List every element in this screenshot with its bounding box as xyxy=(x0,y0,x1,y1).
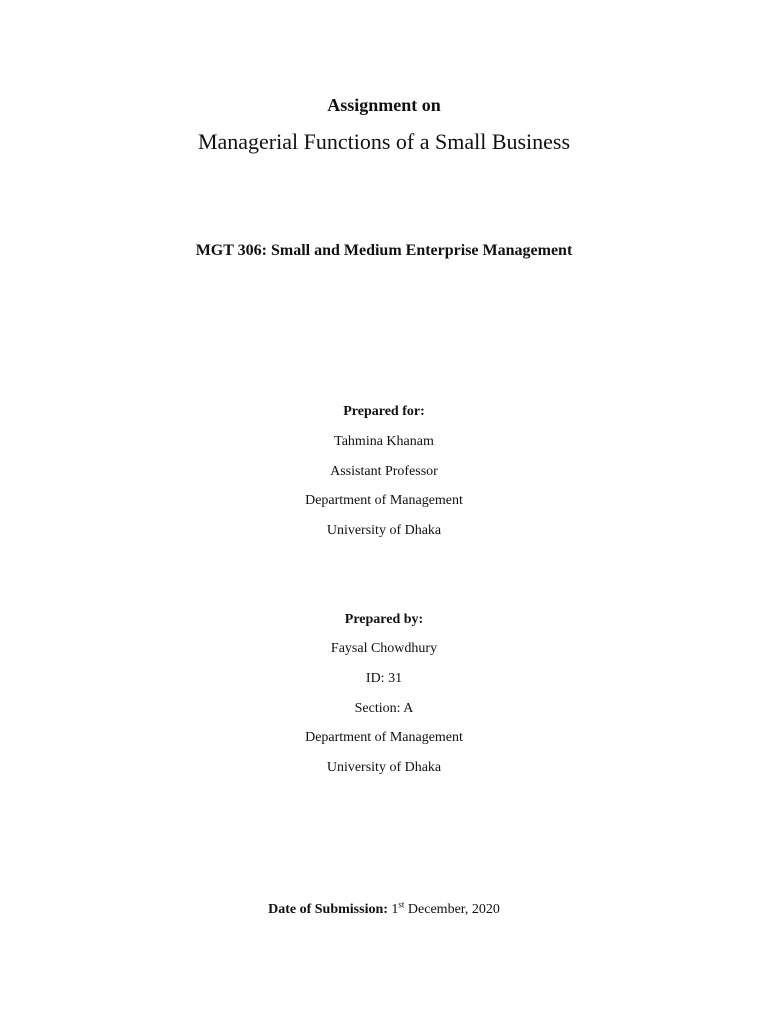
submission-date xyxy=(0,900,768,920)
submission-date-label: Date of Submission: xyxy=(268,902,388,917)
document-title: Managerial Functions of a Small Business xyxy=(197,129,571,154)
prepared-by-name: Faysal Chowdhury xyxy=(330,641,438,656)
submission-month-year: December, 2020 xyxy=(404,902,500,917)
prepared-by-university: University of Dhaka xyxy=(326,760,442,775)
course-title: MGT 306: Small and Medium Enterprise Management xyxy=(195,242,573,259)
prepared-for-department: Department of Management xyxy=(305,493,463,508)
submission-day: 1 xyxy=(391,902,399,917)
prepared-for-label: Prepared for: xyxy=(343,404,425,419)
submission-day-suffix: st xyxy=(398,899,405,910)
assignment-label: Assignment on xyxy=(327,95,441,115)
prepared-for-designation: Assistant Professor xyxy=(330,464,438,479)
prepared-by-label: Prepared by: xyxy=(344,612,424,627)
prepared-for-name: Tahmina Khanam xyxy=(334,434,434,449)
prepared-for-university: University of Dhaka xyxy=(326,523,442,538)
prepared-by-department: Department of Management xyxy=(305,730,463,745)
student-section: Section: A xyxy=(354,701,414,716)
student-id: ID: 31 xyxy=(365,671,403,686)
